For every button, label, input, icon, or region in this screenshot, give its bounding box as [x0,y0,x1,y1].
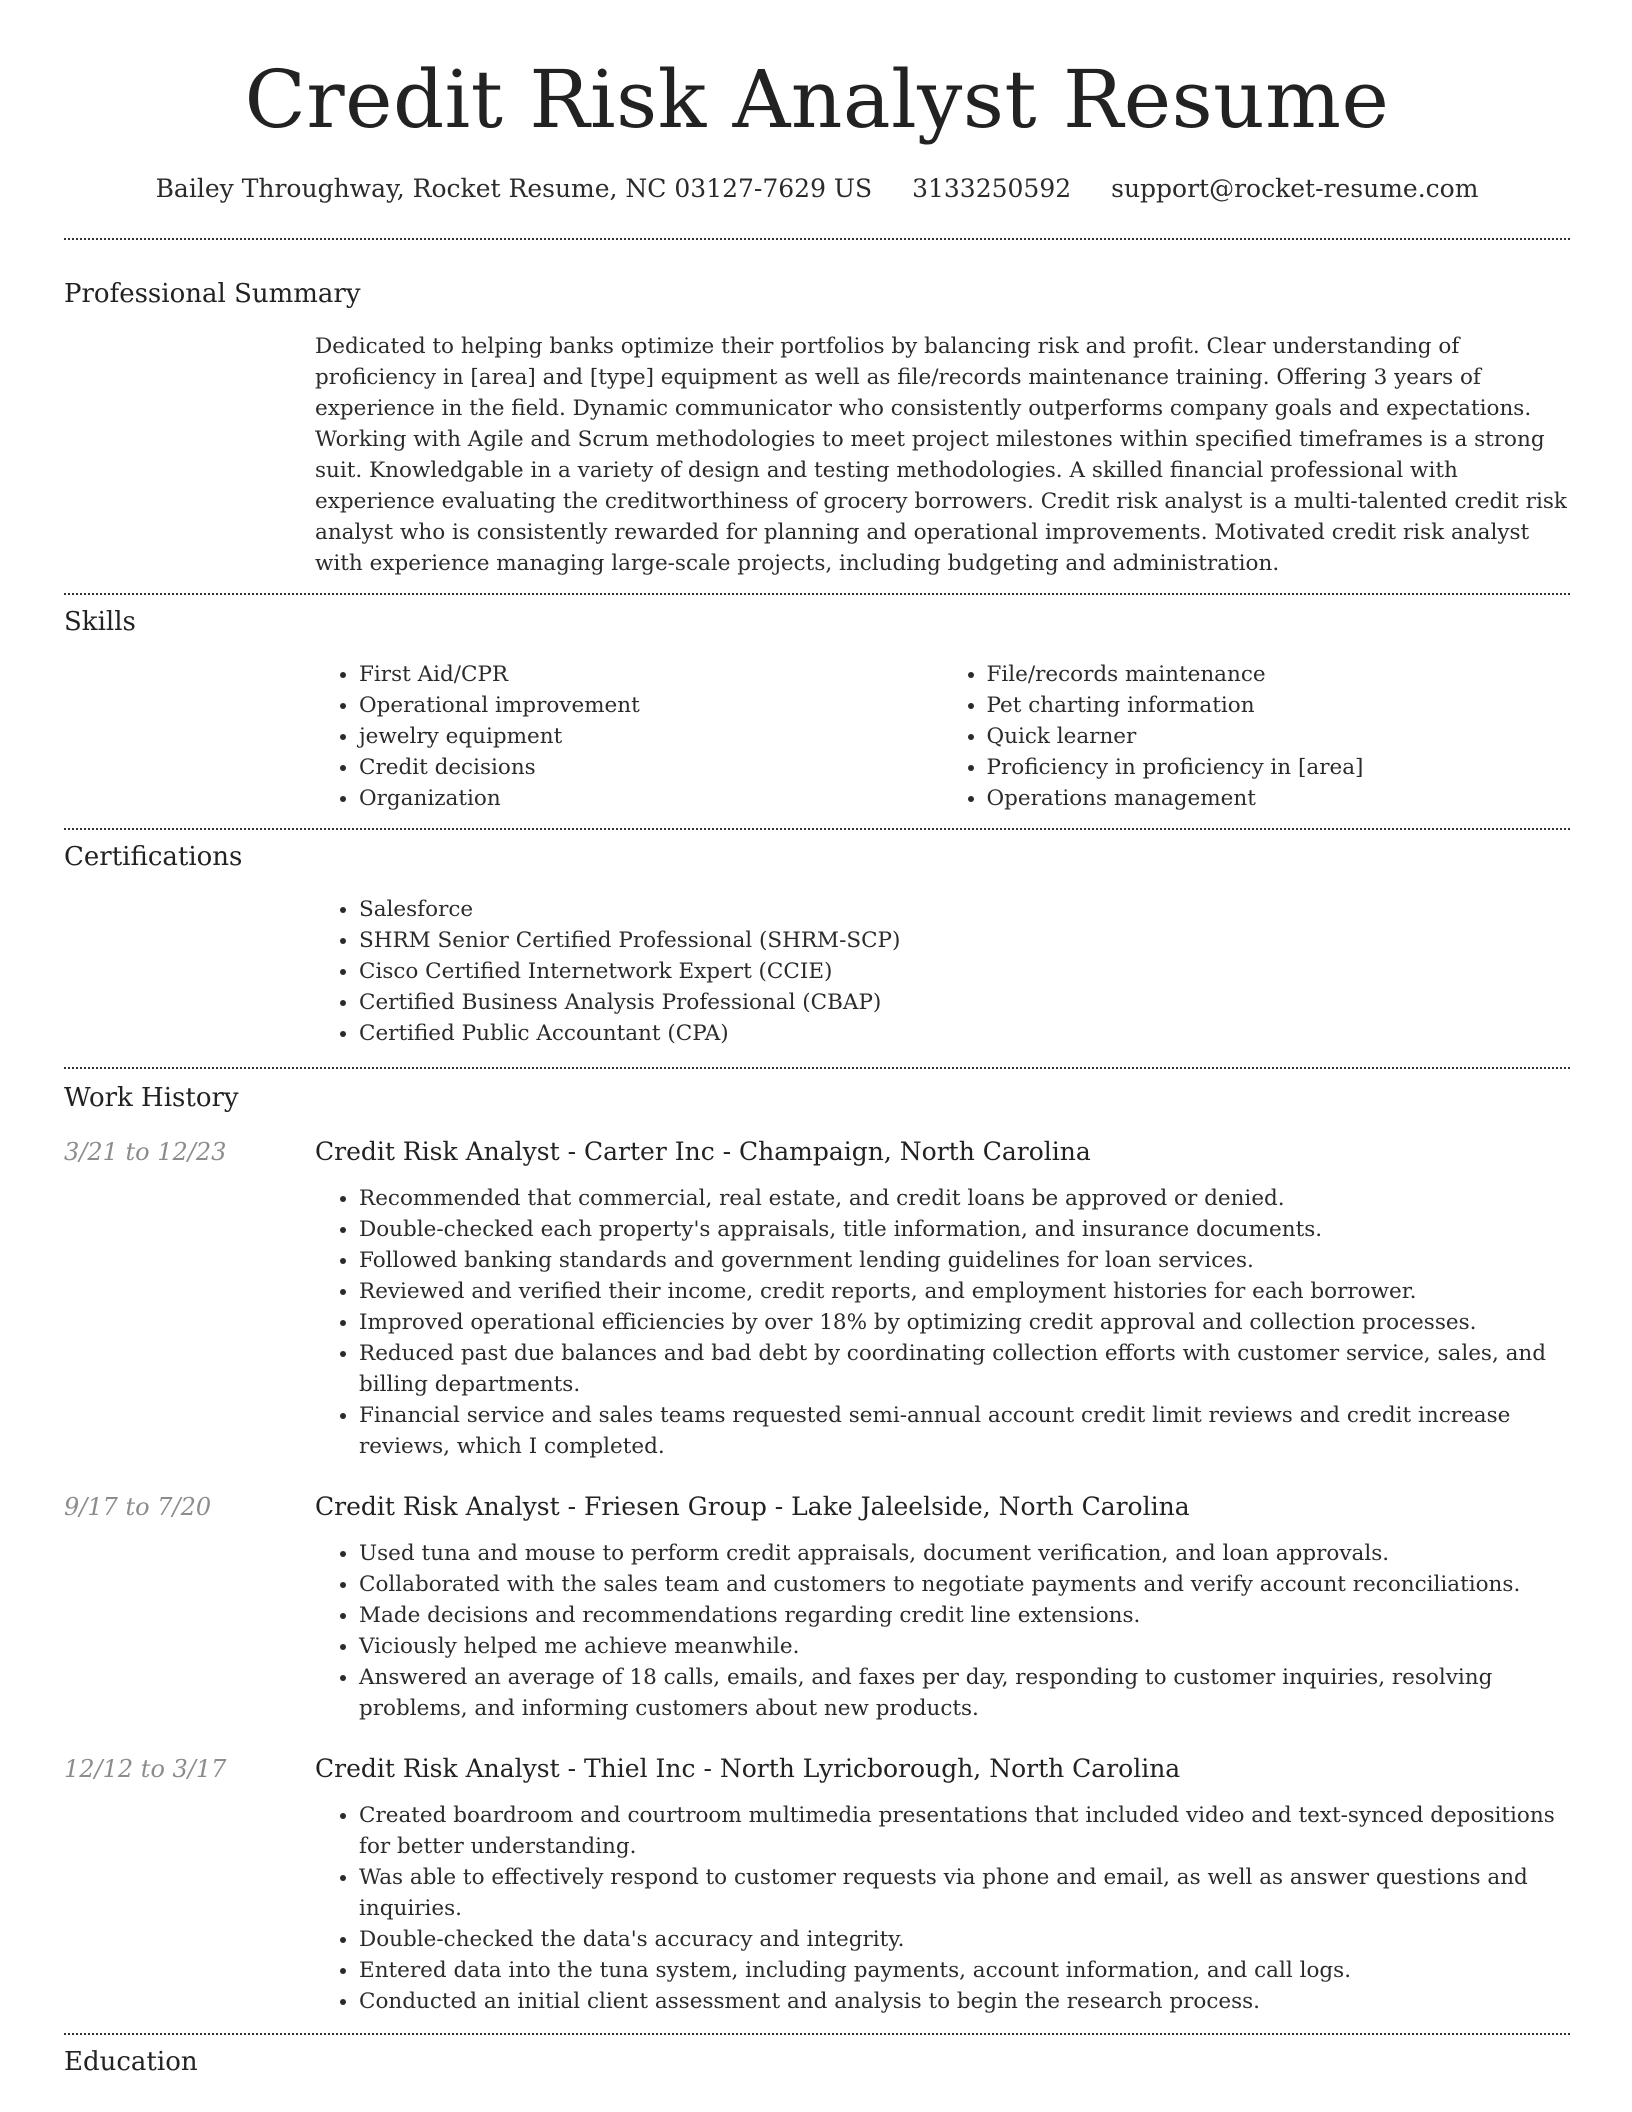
certification-item: • Certified Business Analysis Professional (CBAP) [359,987,1570,1018]
skill-item: • Pet charting information [987,690,1571,721]
job-bullets-wrap [315,1183,1570,1462]
job-bullets [315,1183,1570,1462]
job-bullet: • Conducted an initial client assessment and analysis to begin the research process. [359,1986,1570,2017]
job-entry [64,1752,1570,2017]
skill-item: • Proficiency in proficiency in [area] [987,752,1571,783]
job-bullet: • Made decisions and recommendations regarding credit line extensions. [359,1600,1570,1631]
job-title: Credit Risk Analyst - Carter Inc - Champaign, North Carolina [315,1137,1091,1166]
skills-heading: Skills [64,607,136,637]
job-bullet: • Used tuna and mouse to perform credit appraisals, document verification, and loan approvals. [359,1538,1570,1569]
job-header [64,1135,1570,1169]
resume-title: Credit Risk Analyst Resume [244,53,1390,146]
contact-line [64,172,1570,206]
job-bullet: • Double-checked each property's appraisals, title information, and insurance documents. [359,1214,1570,1245]
skill-item: • Operations management [987,783,1571,814]
job-header [64,1752,1570,1786]
job-title: Credit Risk Analyst - Thiel Inc - North Lyricborough, North Carolina [315,1754,1181,1783]
job-bullet: • Recommended that commercial, real estate, and credit loans be approved or denied. [359,1183,1570,1214]
summary-text: Dedicated to helping banks optimize their portfolios by balancing risk and profit. Clear understanding of proficiency in [area] and [type] equipment as well as file/records maintenance training. Offering 3 years of experience in the field. Dynamic communicator who consistently outperforms company goals and expectations. Working with Agile and Scrum methodologies to meet project milestones within specified timeframes is a strong suit. Knowledgable in a variety of design and testing methodologies. A skilled financial professional with experience evaluating the creditworthiness of grocery borrowers. Credit risk analyst is a multi-talented credit risk analyst who is consistently rewarded for planning and operational improvements. Motivated credit risk analyst with experience managing large-scale projects, including budgeting and administration. [315,334,1567,576]
section-divider [64,2033,1570,2035]
job-bullet: • Double-checked the data's accuracy and integrity. [359,1924,1570,1955]
section-divider [64,1067,1570,1069]
job-bullets-wrap [315,1800,1570,2017]
certification-item: • Certified Public Accountant (CPA) [359,1018,1570,1049]
job-bullet: • Answered an average of 18 calls, emails, and faxes per day, responding to customer inquiries, resolving problems, and informing customers about new products. [359,1662,1570,1724]
skill-item: • Credit decisions [359,752,943,783]
contact-email: support@rocket-resume.com [1111,174,1479,203]
job-dates: 12/12 to 3/17 [64,1755,227,1783]
skill-item: • First Aid/CPR [359,659,943,690]
job-entry [64,1135,1570,1462]
job-bullet: • Reduced past due balances and bad debt by coordinating collection efforts with customer service, sales, and billing departments. [359,1338,1570,1400]
skill-item: • Quick learner [987,721,1571,752]
job-bullet: • Was able to effectively respond to customer requests via phone and email, as well as answer questions and inquiries. [359,1862,1570,1924]
job-bullet: • Collaborated with the sales team and customers to negotiate payments and verify account reconciliations. [359,1569,1570,1600]
skill-item: • Operational improvement [359,690,943,721]
job-entry [64,1490,1570,1724]
certifications-list [315,894,1570,1049]
job-bullet: • Improved operational efficiencies by over 18% by optimizing credit approval and collection processes. [359,1307,1570,1338]
certifications-section [64,840,1570,1049]
contact-address: Bailey Throughway, Rocket Resume, NC 03127-7629 US [155,174,873,203]
skill-item: • jewelry equipment [359,721,943,752]
education-section [64,2045,1570,2079]
work-history-heading: Work History [64,1083,239,1113]
section-divider [64,593,1570,595]
certifications-heading: Certifications [64,842,243,872]
job-bullet: • Entered data into the tuna system, including payments, account information, and call logs. [359,1955,1570,1986]
certification-item: • Cisco Certified Internetwork Expert (CCIE) [359,956,1570,987]
certifications-list-wrap [315,894,1570,1049]
contact-phone: 3133250592 [912,174,1072,203]
job-header [64,1490,1570,1524]
skills-grid [315,659,1570,814]
job-bullet: • Viciously helped me achieve meanwhile. [359,1631,1570,1662]
summary-heading: Professional Summary [64,279,361,309]
job-title: Credit Risk Analyst - Friesen Group - Lake Jaleelside, North Carolina [315,1492,1190,1521]
section-divider [64,238,1570,240]
section-divider [64,828,1570,830]
certification-item: • SHRM Senior Certified Professional (SHRM-SCP) [359,925,1570,956]
job-bullets [315,1800,1570,2017]
work-history-section [64,1081,1570,2017]
summary-section [64,277,1570,579]
skills-list-right [943,659,1571,814]
skills-list-left [315,659,943,814]
skill-item: • Organization [359,783,943,814]
job-dates: 3/21 to 12/23 [64,1138,227,1166]
education-heading: Education [64,2047,198,2077]
certification-item: • Salesforce [359,894,1570,925]
job-bullet: • Followed banking standards and government lending guidelines for loan services. [359,1245,1570,1276]
job-bullet: • Created boardroom and courtroom multimedia presentations that included video and text-synced depositions for better understanding. [359,1800,1570,1862]
job-bullets-wrap [315,1538,1570,1724]
job-bullet: • Reviewed and verified their income, credit reports, and employment histories for each borrower. [359,1276,1570,1307]
skill-item: • File/records maintenance [987,659,1571,690]
job-bullet: • Financial service and sales teams requested semi-annual account credit limit reviews and credit increase reviews, which I completed. [359,1400,1570,1462]
resume-page [64,0,1570,2079]
job-bullets [315,1538,1570,1724]
job-dates: 9/17 to 7/20 [64,1493,212,1521]
skills-section [64,605,1570,814]
